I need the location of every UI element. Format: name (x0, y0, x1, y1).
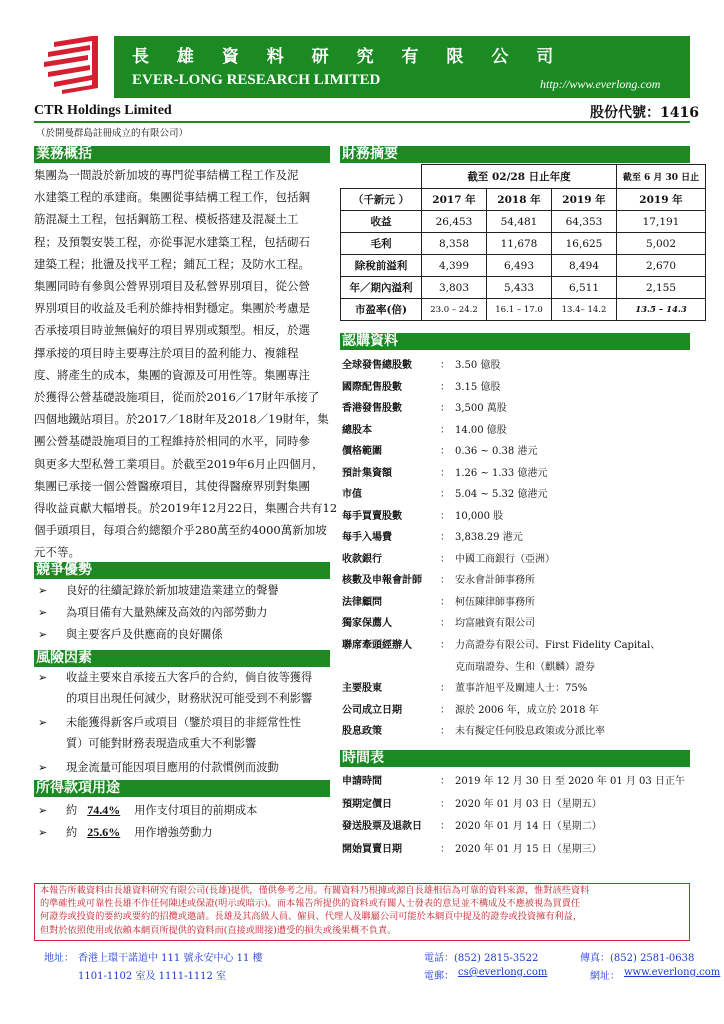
strength-text: 為項目備有大量熟練及高效的內部勞動力 (66, 606, 268, 619)
timeline-row (342, 840, 688, 858)
financial-value: 13.4– 14.2 (552, 299, 617, 321)
period-header-interim: 截至 6 月 30 日止 (617, 165, 706, 189)
disclaimer-line: 何證券或投資的要約或要約的招攬或邀請。長雄及其高級人員、僱員、代理人及聯屬公司可能於本網頁中提及的證券或投資擁有利益， (40, 911, 583, 923)
financial-value: 23.0 – 24.2 (422, 299, 487, 321)
bullet-icon: ➢ (38, 671, 48, 684)
bullet-icon: ➢ (38, 761, 48, 774)
ipo-value: 力高證券有限公司、First Fidelity Capital、 (455, 639, 661, 651)
financial-value: 2,670 (617, 255, 706, 277)
financial-value: 16.1 – 17.0 (487, 299, 552, 321)
risk-line-2: 的項目出現任何減少，財務狀況可能受到不利影響 (66, 692, 313, 705)
ipo-value: 中國工商銀行（亞洲） (455, 553, 555, 565)
risk-text: 未能獲得新客戶或項目（鑒於項目的非經常性性 (66, 716, 301, 729)
disclaimer-line: 的準確性或可靠性長雄不作任何陳述或保證(明示或暗示)。而本報告所提供的資料或有關人士發表的意見並不構成及不應被視為買賣任 (40, 898, 581, 910)
ipo-key: 市值 (342, 489, 362, 500)
financial-value: 6,493 (487, 255, 552, 277)
ipo-key: 聯席牽頭經辦人 (342, 639, 412, 651)
ipo-key: 法律顧問 (342, 596, 382, 608)
ipo-value: 源於 2006 年，成立於 2018 年 (455, 704, 599, 716)
logo (40, 32, 114, 98)
footer-web-label: 網址： (590, 971, 620, 982)
overview-line: 集團同時有參與公營界別項目及私營界別項目，從公營 (34, 279, 310, 294)
section-strengths-title: 競爭優勢 (34, 562, 330, 579)
financial-value: 54,481 (487, 211, 552, 233)
risk-line-2: 質）可能對財務表現造成重大不利影響 (66, 737, 257, 750)
risk-text: 現金流量可能因項目應用的付款慣例而波動 (66, 761, 279, 774)
section-timeline-title: 時間表 (340, 750, 690, 767)
ipo-colon: ： (440, 532, 450, 543)
ipo-colon: ： (440, 360, 450, 371)
proceeds-pct: 74.4% (87, 803, 121, 817)
timeline-row (342, 795, 688, 813)
ipo-value: 3.15 億股 (455, 381, 501, 393)
ipo-value: 1.26 ~ 1.33 億港元 (455, 467, 548, 479)
ipo-colon: ： (440, 726, 450, 737)
overview-text (34, 164, 338, 564)
financial-row (341, 277, 706, 299)
ipo-key: 股息政策 (342, 726, 382, 737)
overview-line: 得收益貢獻大幅增長。於2019年12月22日，集團合共有12 (34, 501, 338, 516)
ipo-row (342, 636, 688, 654)
timeline-key: 開始買賣日期 (342, 843, 402, 855)
ipo-row (342, 442, 688, 460)
ipo-colon: ： (440, 424, 450, 436)
overview-line: 團公營基礎設施項目的工程維持於相同的水平，同時參 (34, 434, 310, 449)
financial-table-wrap (340, 164, 706, 321)
ipo-colon: ： (440, 704, 450, 716)
financial-row-label: 除稅前溢利 (341, 255, 422, 277)
ipo-key: 獨家保薦人 (342, 618, 392, 629)
overview-line: 否承接項目時並無偏好的項目界別或類型。相反，於選 (34, 323, 310, 338)
proceeds-item (38, 821, 330, 843)
financial-row (341, 255, 706, 277)
stock-code: 股份代號：1416 (590, 105, 699, 121)
section-overview-title: 業務概括 (34, 146, 330, 163)
unit-cell: （千新元 ） (341, 189, 422, 211)
ipo-key: 核數及申報會計師 (342, 575, 422, 586)
section-ipo-title: 認購資料 (340, 333, 690, 350)
ipo-key: 香港發售股數 (342, 403, 402, 414)
financial-value: 3,803 (422, 277, 487, 299)
ipo-colon: ： (440, 639, 450, 651)
ipo-colon: ： (440, 446, 450, 457)
financial-row-label: 收益 (341, 211, 422, 233)
ipo-colon: ： (440, 596, 450, 608)
timeline-value: 2020 年 01 月 03 日（星期五） (455, 798, 602, 810)
proceeds-list (38, 799, 330, 843)
ipo-row (342, 571, 688, 589)
footer-email-label: 電郵： (424, 971, 454, 982)
overview-line: 擇承接的項目時主要專注於項目的盈利能力、複雜程 (34, 345, 299, 360)
proceeds-pct: 25.6% (87, 825, 121, 839)
ipo-row (342, 507, 688, 525)
ipo-key: 主要股東 (342, 683, 382, 694)
top-rule (34, 121, 690, 123)
ipo-key: 每手買賣股數 (342, 510, 402, 522)
financial-value: 11,678 (487, 233, 552, 255)
ipo-value: 柯伍陳律師事務所 (455, 596, 535, 608)
ipo-colon: ： (440, 683, 450, 694)
timeline-list (342, 768, 688, 858)
timeline-value: 2020 年 01 月 14 日（星期二） (455, 821, 602, 832)
overview-line: 度、將產生的成本，集團的資源及可用性等。集團專注 (34, 367, 310, 382)
bullet-icon: ➢ (38, 804, 48, 817)
ipo-value: 均富融資有限公司 (455, 618, 535, 629)
ipo-value: 3.50 億股 (455, 360, 501, 371)
footer-address-label: 地址： (44, 953, 74, 964)
overview-line: 四個地鐵站項目。於2017／18財年及2018／19財年，集 (34, 412, 329, 427)
proceeds-pre: 約 (66, 826, 78, 839)
overview-line: 於獲得公營基礎設施項目，從而於2016／17財年承接了 (34, 390, 320, 405)
ipo-row (342, 464, 688, 482)
timeline-value: 2019 年 12 月 30 日 至 2020 年 01 月 03 日正午 (455, 776, 685, 787)
timeline-colon: ： (440, 843, 450, 855)
bullet-icon: ➢ (38, 716, 48, 729)
footer-web-link[interactable]: www.everlong.com (624, 967, 721, 978)
disclaimer-text (40, 884, 686, 937)
ipo-colon: ： (440, 510, 450, 522)
timeline-row (342, 772, 688, 790)
ipo-row (342, 356, 688, 374)
bullet-icon: ➢ (38, 606, 48, 619)
ipo-row (342, 421, 688, 439)
strength-item (38, 602, 328, 624)
strength-text: 與主要客戶及供應商的良好關係 (66, 628, 223, 641)
overview-line: 與更多大型私營工業項目。於截至2019年6月止四個月， (34, 456, 324, 471)
ipo-value: 14.00 億股 (455, 424, 507, 436)
ipo-row (342, 399, 688, 417)
footer-fax: 傳真：(852) 2581-0638 (580, 953, 695, 964)
strength-text: 良好的往續記錄於新加坡建造業建立的聲譽 (66, 584, 279, 597)
overview-line: 建築工程；批盪及找平工程；鋪瓦工程；及防水工程。 (34, 256, 310, 271)
risk-line (38, 667, 330, 688)
ipo-key: 公司成立日期 (342, 704, 402, 716)
financial-value: 6,511 (552, 277, 617, 299)
overview-line: 集團已承接一個公營醫療項目，其使得醫療界別對集團 (34, 478, 310, 493)
ipo-colon: ： (440, 575, 450, 586)
footer-address-1: 香港上環干諾道中 111 號永安中心 11 樓 (78, 953, 263, 964)
timeline-colon: ： (440, 776, 450, 787)
proceeds-item (38, 799, 330, 821)
timeline-key: 預期定價日 (342, 798, 392, 810)
ipo-list (342, 350, 688, 750)
financial-table (340, 164, 706, 321)
section-risks-title: 風險因素 (34, 650, 330, 667)
timeline-colon: ： (440, 798, 450, 810)
ipo-key: 預計集資額 (342, 467, 392, 479)
financial-value: 16,625 (552, 233, 617, 255)
risk-line (38, 757, 330, 778)
overview-line: 集團為一間設於新加坡的專門從事結構工程工作及泥 (34, 168, 299, 182)
risk-item (38, 757, 330, 778)
financial-value: 5,433 (487, 277, 552, 299)
timeline-key: 申請時間 (342, 776, 382, 787)
ipo-colon: ： (440, 489, 450, 500)
year-header: 2019 年 (552, 189, 617, 211)
proceeds-text: 用作支付項目的前期成本 (134, 804, 258, 817)
strengths-list (38, 580, 328, 646)
ipo-value: 安永會計師事務所 (455, 575, 535, 586)
ipo-row (342, 722, 688, 740)
timeline-key: 發送股票及退款日 (342, 821, 422, 832)
financial-row-label: 毛利 (341, 233, 422, 255)
ipo-colon: ： (440, 553, 450, 565)
section-proceeds-title: 所得款項用途 (34, 780, 330, 797)
risk-item (38, 712, 330, 754)
risk-text: 收益主要來自承接五大客戶的合約，倘自彼等獲得 (66, 671, 313, 684)
ipo-key: 價格範圍 (342, 446, 382, 457)
ipo-value: 0.36 ~ 0.38 港元 (455, 446, 538, 457)
timeline-row (342, 817, 688, 835)
ipo-key: 總股本 (342, 424, 372, 436)
financial-value: 13.5 – 14.3 (617, 299, 706, 321)
period-header-annual: 截至 02/28 日止年度 (422, 165, 617, 189)
financial-value: 8,358 (422, 233, 487, 255)
footer-phone: 電話：(852) 2815-3522 (424, 953, 539, 964)
risk-item (38, 667, 330, 709)
year-header: 2019 年 (617, 189, 706, 211)
bullet-icon: ➢ (38, 584, 48, 597)
overview-line: 程；及預製安裝工程，亦從事泥水建築工程，包括砌石 (34, 234, 310, 249)
overview-line: 個手頭項目，每項合約總額介乎280萬至約4000萬新加坡 (34, 523, 327, 538)
disclaimer-line: 本報告所載資料由長雄資料研究有限公司(長雄)提供，僅供參考之用。有關資料乃根據或源自長雄相信為可靠的資料來源，惟對該些資料 (40, 885, 590, 896)
financial-row-label: 年／期內溢利 (341, 277, 422, 299)
overview-line: 水建築工程的承建商。集團從事結構工程工作，包括鋼 (34, 190, 310, 205)
ipo-key: 全球發售總股數 (342, 360, 412, 371)
financial-value: 64,353 (552, 211, 617, 233)
ipo-colon: ： (440, 403, 450, 414)
financial-value: 8,494 (552, 255, 617, 277)
ipo-value-continued: 克而瑞證券、生和（麒麟）證券 (455, 661, 595, 673)
ipo-colon: ： (440, 618, 450, 629)
ipo-row (342, 550, 688, 568)
ipo-row (342, 485, 688, 503)
ipo-key: 收款銀行 (342, 553, 382, 565)
bullet-icon: ➢ (38, 628, 48, 641)
disclaimer-line: 但對於依照使用或依賴本網頁所提供的資料而(直接或間接)遭受的損失或後果概不負責。 (40, 924, 397, 936)
company-note: （於開曼群島註冊成立的有限公司） (36, 128, 189, 139)
financial-row-label: 市盈率(倍) (341, 299, 422, 321)
financial-value: 4,399 (422, 255, 487, 277)
ipo-value: 未有擬定任何股息政策或分派比率 (455, 726, 605, 737)
financial-value: 2,155 (617, 277, 706, 299)
ipo-row (342, 593, 688, 611)
ipo-value: 3,838.29 港元 (455, 532, 523, 543)
overview-line: 元不等。 (34, 545, 80, 560)
ipo-row (342, 378, 688, 396)
strength-item (38, 624, 328, 646)
ipo-key: 國際配售股數 (342, 381, 402, 393)
bullet-icon: ➢ (38, 826, 48, 839)
proceeds-pre: 約 (66, 804, 78, 817)
year-header: 2018 年 (487, 189, 552, 211)
ipo-row (342, 614, 688, 632)
footer-email-link[interactable]: cs@everlong.com (458, 967, 548, 978)
financial-row (341, 233, 706, 255)
ipo-colon: ： (440, 467, 450, 479)
ipo-value: 5.04 ~ 5.32 億港元 (455, 489, 548, 500)
financial-value: 17,191 (617, 211, 706, 233)
footer-address-2: 1101-1102 室及 1111-1112 室 (78, 971, 227, 982)
section-financial-title: 財務摘要 (340, 146, 690, 163)
timeline-value: 2020 年 01 月 15 日（星期三） (455, 843, 602, 855)
financial-value: 26,453 (422, 211, 487, 233)
ipo-value: 董事許旭平及關連人士：75% (455, 683, 588, 694)
ipo-row (342, 528, 688, 546)
timeline-colon: ： (440, 821, 450, 832)
financial-value: 5,002 (617, 233, 706, 255)
ipo-value: 3,500 萬股 (455, 403, 507, 414)
company-name: CTR Holdings Limited (34, 103, 172, 118)
proceeds-text: 用作增強勞動力 (134, 826, 213, 839)
overview-line: 界別項目的收益及毛利於維持相對穩定。集團於考慮是 (34, 301, 310, 316)
ipo-colon: ： (440, 381, 450, 393)
financial-row (341, 211, 706, 233)
financial-row (341, 299, 706, 321)
ipo-row (342, 679, 688, 697)
header-title-cn: 長 雄 資 料 研 究 有 限 公 司 (132, 47, 565, 67)
overview-line: 筋混凝土工程，包括鋼筋工程、模板搭建及混凝土工 (34, 212, 299, 227)
risks-list (38, 667, 330, 781)
strength-item (38, 580, 328, 602)
ipo-key: 每手入場費 (342, 532, 392, 543)
ipo-row (342, 701, 688, 719)
ipo-value: 10,000 股 (455, 510, 504, 522)
risk-line (38, 712, 330, 733)
header-title-en: EVER-LONG RESEARCH LIMITED (132, 72, 381, 88)
year-header: 2017 年 (422, 189, 487, 211)
header-url[interactable]: http://www.everlong.com (540, 77, 661, 91)
